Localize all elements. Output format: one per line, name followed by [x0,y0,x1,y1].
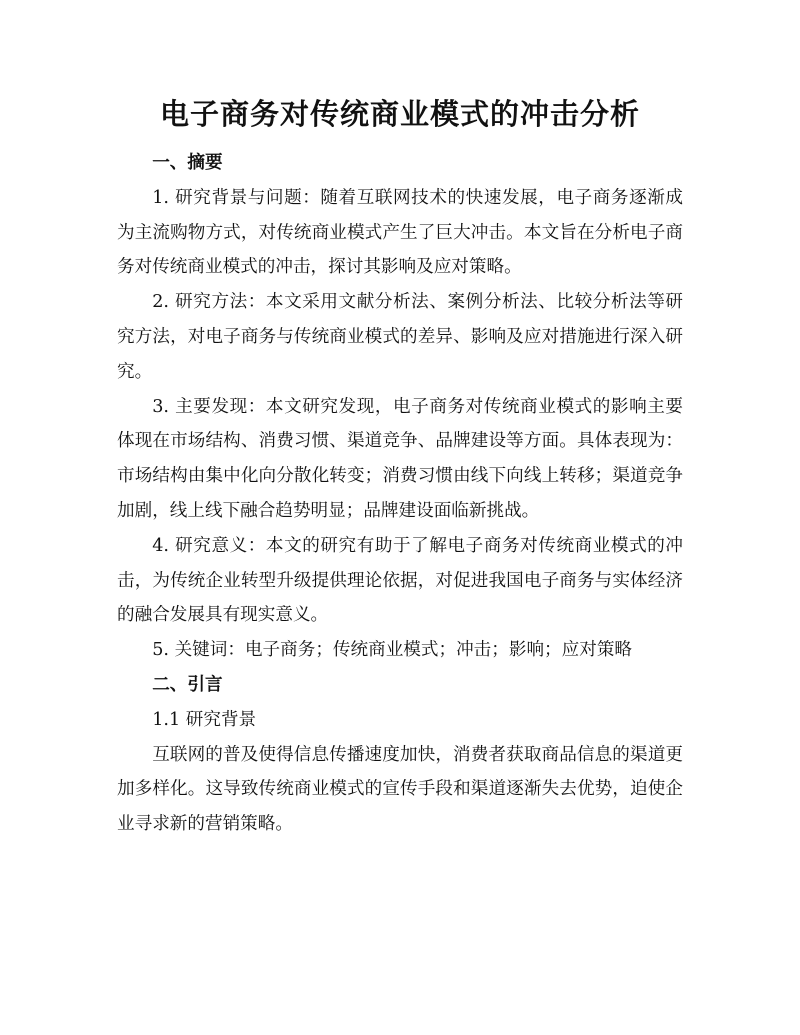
subsection-heading-research-background: 1.1 研究背景 [152,709,257,730]
paragraph-research-methods: 2. 研究方法：本文采用文献分析法、案例分析法、比较分析法等研究方法，对电子商务与传统商业模式的差异、影响及应对措施进行深入研究。 [117,292,683,382]
paragraph-research-background-question: 1. 研究背景与问题：随着互联网技术的快速发展，电子商务逐渐成为主流购物方式，对传统商业模式产生了巨大冲击。本文旨在分析电子商务对传统商业模式的冲击，探讨其影响及应对策略。 [117,187,683,278]
paragraph-keywords: 5. 关键词：电子商务；传统商业模式；冲击；影响；应对策略 [152,640,633,661]
paragraph-main-findings: 3. 主要发现：本文研究发现，电子商务对传统商业模式的影响主要体现在市场结构、消费习惯、渠道竞争、品牌建设等方面。具体表现为：市场结构由集中化向分散化转变；消费习惯由线下向线上转移；渠道竞争加剧，线上线下融合趋势明显；品牌建设面临新挑战。 [117,396,683,521]
document-body [117,146,683,842]
section-heading-abstract: 一、摘要 [152,153,223,173]
paragraph-research-significance: 4. 研究意义：本文的研究有助于了解电子商务对传统商业模式的冲击，为传统企业转型升级提供理论依据，对促进我国电子商务与实体经济的融合发展具有现实意义。 [117,535,683,626]
paragraph-introduction-background: 互联网的普及使得信息传播速度加快，消费者获取商品信息的渠道更加多样化。这导致传统商业模式的宣传手段和渠道逐渐失去优势，迫使企业寻求新的营销策略。 [117,744,683,835]
document-title: 电子商务对传统商业模式的冲击分析 [159,97,640,131]
section-heading-introduction: 二、引言 [152,674,223,695]
